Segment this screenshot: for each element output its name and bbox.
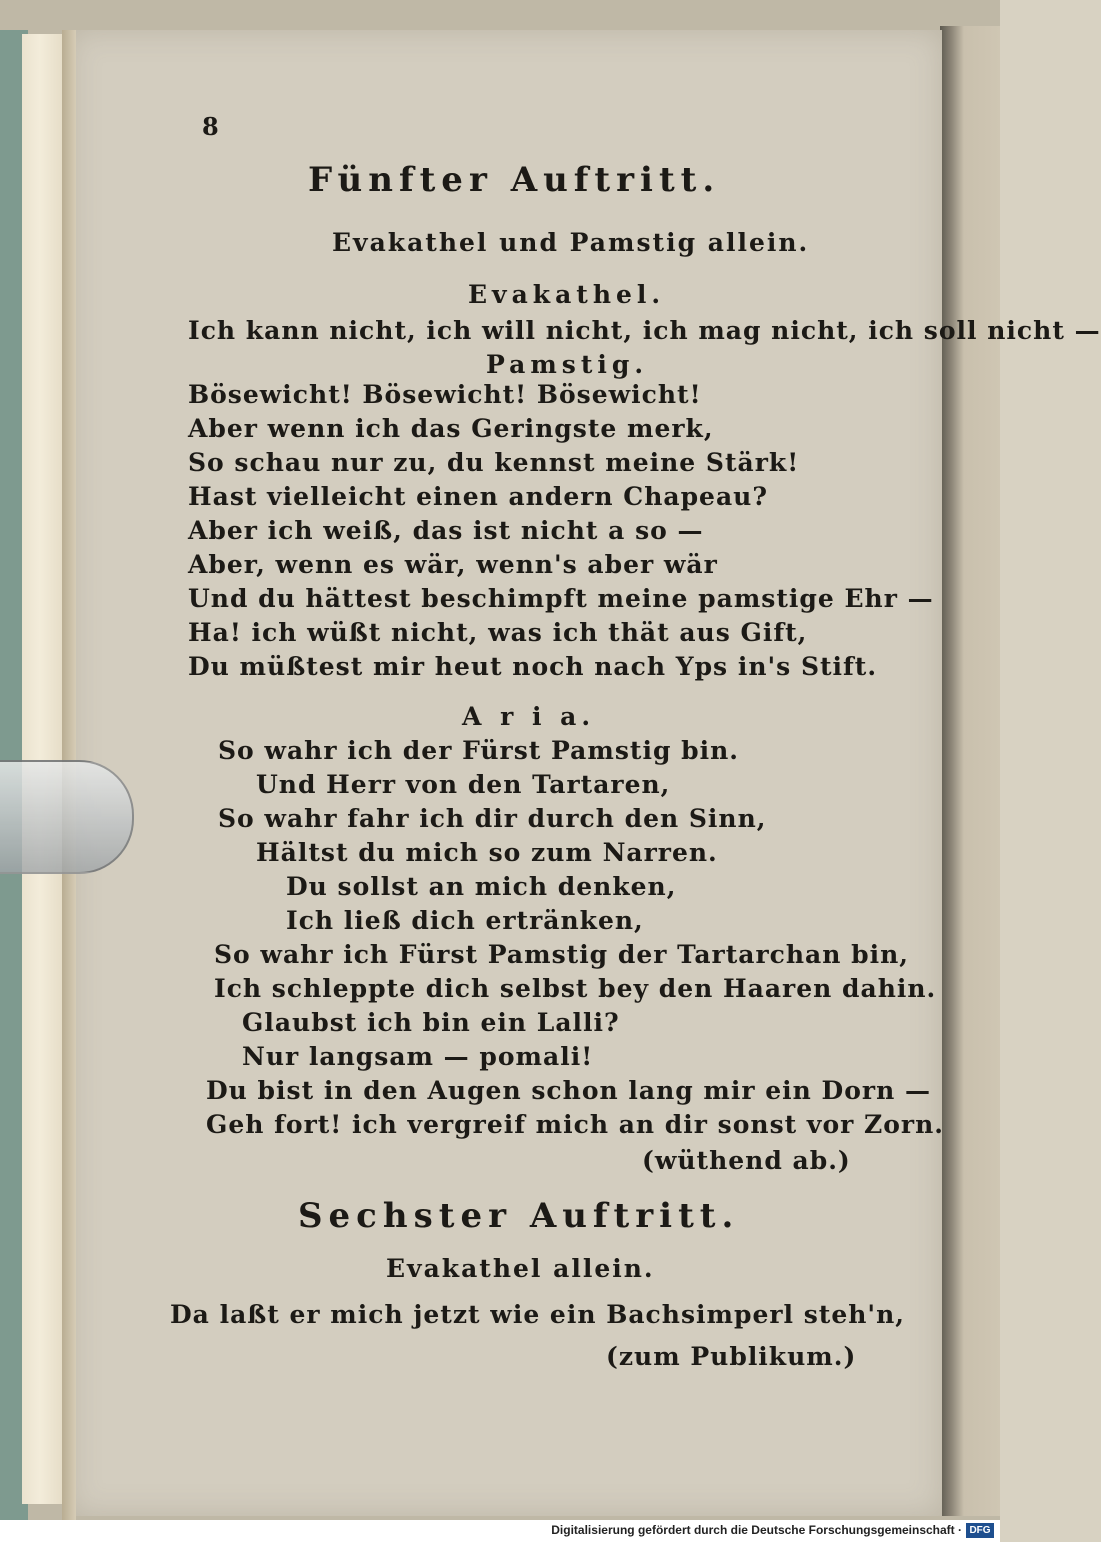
dialogue-line: Da laßt er mich jetzt wie ein Bachsimperl steh'n, xyxy=(170,1300,905,1329)
aria-line: Ich schleppte dich selbst bey den Haaren dahin. xyxy=(214,974,937,1003)
dialogue-line: Ich kann nicht, ich will nicht, ich mag nicht, ich soll nicht — xyxy=(188,316,1101,345)
facing-page-edge xyxy=(940,26,1000,1516)
verse-line: Hast vielleicht einen andern Chapeau? xyxy=(188,482,768,511)
scene-heading: Fünfter Auftritt. xyxy=(308,160,721,200)
stage-direction: Evakathel und Pamstig allein. xyxy=(332,228,810,257)
funding-credit: Digitalisierung gefördert durch die Deutsche Forschungsgemeinschaft · xyxy=(551,1523,962,1537)
verse-line: Du müßtest mir heut noch nach Yps in's Stift. xyxy=(188,652,878,681)
verse-line: Und du hättest beschimpft meine pamstige Ehr — xyxy=(188,584,934,613)
aria-title: A r i a. xyxy=(462,702,596,731)
verse-line: Aber wenn ich das Geringste merk, xyxy=(188,414,714,443)
aria-line: So wahr ich der Fürst Pamstig bin. xyxy=(218,736,739,765)
aria-line: Glaubst ich bin ein Lalli? xyxy=(242,1008,620,1037)
verse-line: Aber ich weiß, das ist nicht a so — xyxy=(188,516,704,545)
book-page xyxy=(70,30,1101,1516)
aria-line: Ich ließ dich ertränken, xyxy=(286,906,644,935)
speaker-name: Evakathel. xyxy=(468,280,666,309)
speaker-name: Pamstig. xyxy=(486,350,649,379)
aria-line: Geh fort! ich vergreif mich an dir sonst vor Zorn. xyxy=(206,1110,944,1139)
verse-line: So schau nur zu, du kennst meine Stärk! xyxy=(188,448,800,477)
dfg-logo: DFG xyxy=(966,1523,994,1538)
footer-bar xyxy=(0,1520,1000,1542)
exit-direction: (wüthend ab.) xyxy=(642,1146,851,1175)
stage-aside: (zum Publikum.) xyxy=(606,1342,857,1371)
verse-line: Bösewicht! Bösewicht! Bösewicht! xyxy=(188,380,702,409)
verse-line: Ha! ich wüßt nicht, was ich thät aus Gift, xyxy=(188,618,808,647)
scene-heading: Sechster Auftritt. xyxy=(298,1196,740,1236)
aria-line: Du sollst an mich denken, xyxy=(286,872,677,901)
aria-line: Hältst du mich so zum Narren. xyxy=(256,838,718,867)
page-clip xyxy=(0,760,134,874)
stage-direction: Evakathel allein. xyxy=(386,1254,655,1283)
page-number: 8 xyxy=(202,112,220,141)
aria-line: So wahr ich Fürst Pamstig der Tartarchan bin, xyxy=(214,940,909,969)
verse-line: Aber, wenn es wär, wenn's aber wär xyxy=(188,550,718,579)
aria-line: Nur langsam — pomali! xyxy=(242,1042,594,1071)
aria-line: So wahr fahr ich dir durch den Sinn, xyxy=(218,804,767,833)
aria-line: Du bist in den Augen schon lang mir ein Dorn — xyxy=(206,1076,931,1105)
aria-line: Und Herr von den Tartaren, xyxy=(256,770,671,799)
